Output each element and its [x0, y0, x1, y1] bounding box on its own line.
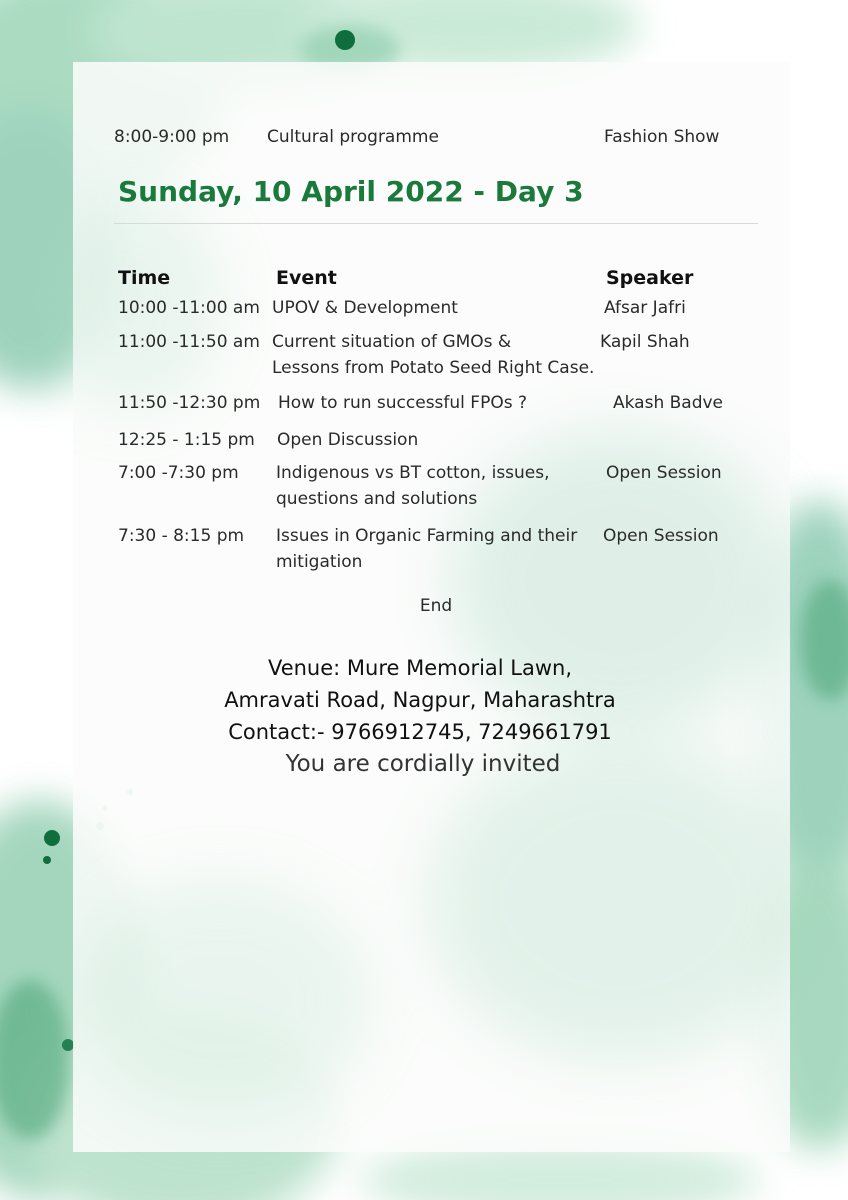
schedule-row-event: Current situation of GMOs & [272, 332, 512, 352]
address-line: Amravati Road, Nagpur, Maharashtra [224, 688, 616, 712]
column-header-event: Event [276, 267, 337, 289]
schedule-row-time: 10:00 -11:00 am [118, 298, 260, 318]
schedule-row-speaker: Afsar Jafri [604, 298, 686, 318]
schedule-row-event: UPOV & Development [272, 298, 458, 318]
schedule-row-speaker: Akash Badve [613, 393, 724, 413]
schedule-row-time: 11:50 -12:30 pm [118, 393, 261, 413]
schedule-row-event: How to run successful FPOs ? [278, 393, 527, 413]
schedule-row-time: 7:30 - 8:15 pm [118, 526, 245, 546]
schedule-row-event: Indigenous vs BT cotton, issues, [276, 463, 550, 483]
schedule-row-event-line2: questions and solutions [276, 489, 478, 509]
schedule-row-event-line2: Lessons from Potato Seed Right Case. [272, 358, 595, 378]
schedule-row-event: Issues in Organic Farming and their [276, 526, 578, 546]
day-heading: Sunday, 10 April 2022 - Day 3 [118, 175, 584, 208]
schedule-row-time: 12:25 - 1:15 pm [118, 430, 255, 450]
schedule-row-time: 11:00 -11:50 am [118, 332, 260, 352]
venue-block [0, 652, 840, 748]
heading-divider [114, 223, 758, 224]
schedule-row-speaker: Kapil Shah [600, 332, 690, 352]
contact-line: Contact:- 9766912745, 7249661791 [228, 720, 612, 744]
schedule-row-event-line2: mitigation [276, 552, 363, 572]
previous-day-time: 8:00-9:00 pm [114, 127, 230, 147]
end-label: End [419, 596, 453, 616]
column-header-time: Time [118, 267, 171, 289]
schedule-row-speaker: Open Session [603, 526, 719, 546]
schedule-row-speaker: Open Session [606, 463, 722, 483]
column-header-speaker: Speaker [606, 267, 694, 289]
invitation-text: You are cordially invited [285, 751, 561, 777]
schedule-row-event: Open Discussion [277, 430, 419, 450]
venue-line: Venue: Mure Memorial Lawn, [267, 656, 573, 680]
previous-day-event: Cultural programme [267, 127, 439, 147]
schedule-row-time: 7:00 -7:30 pm [118, 463, 239, 483]
previous-day-speaker: Fashion Show [604, 127, 720, 147]
